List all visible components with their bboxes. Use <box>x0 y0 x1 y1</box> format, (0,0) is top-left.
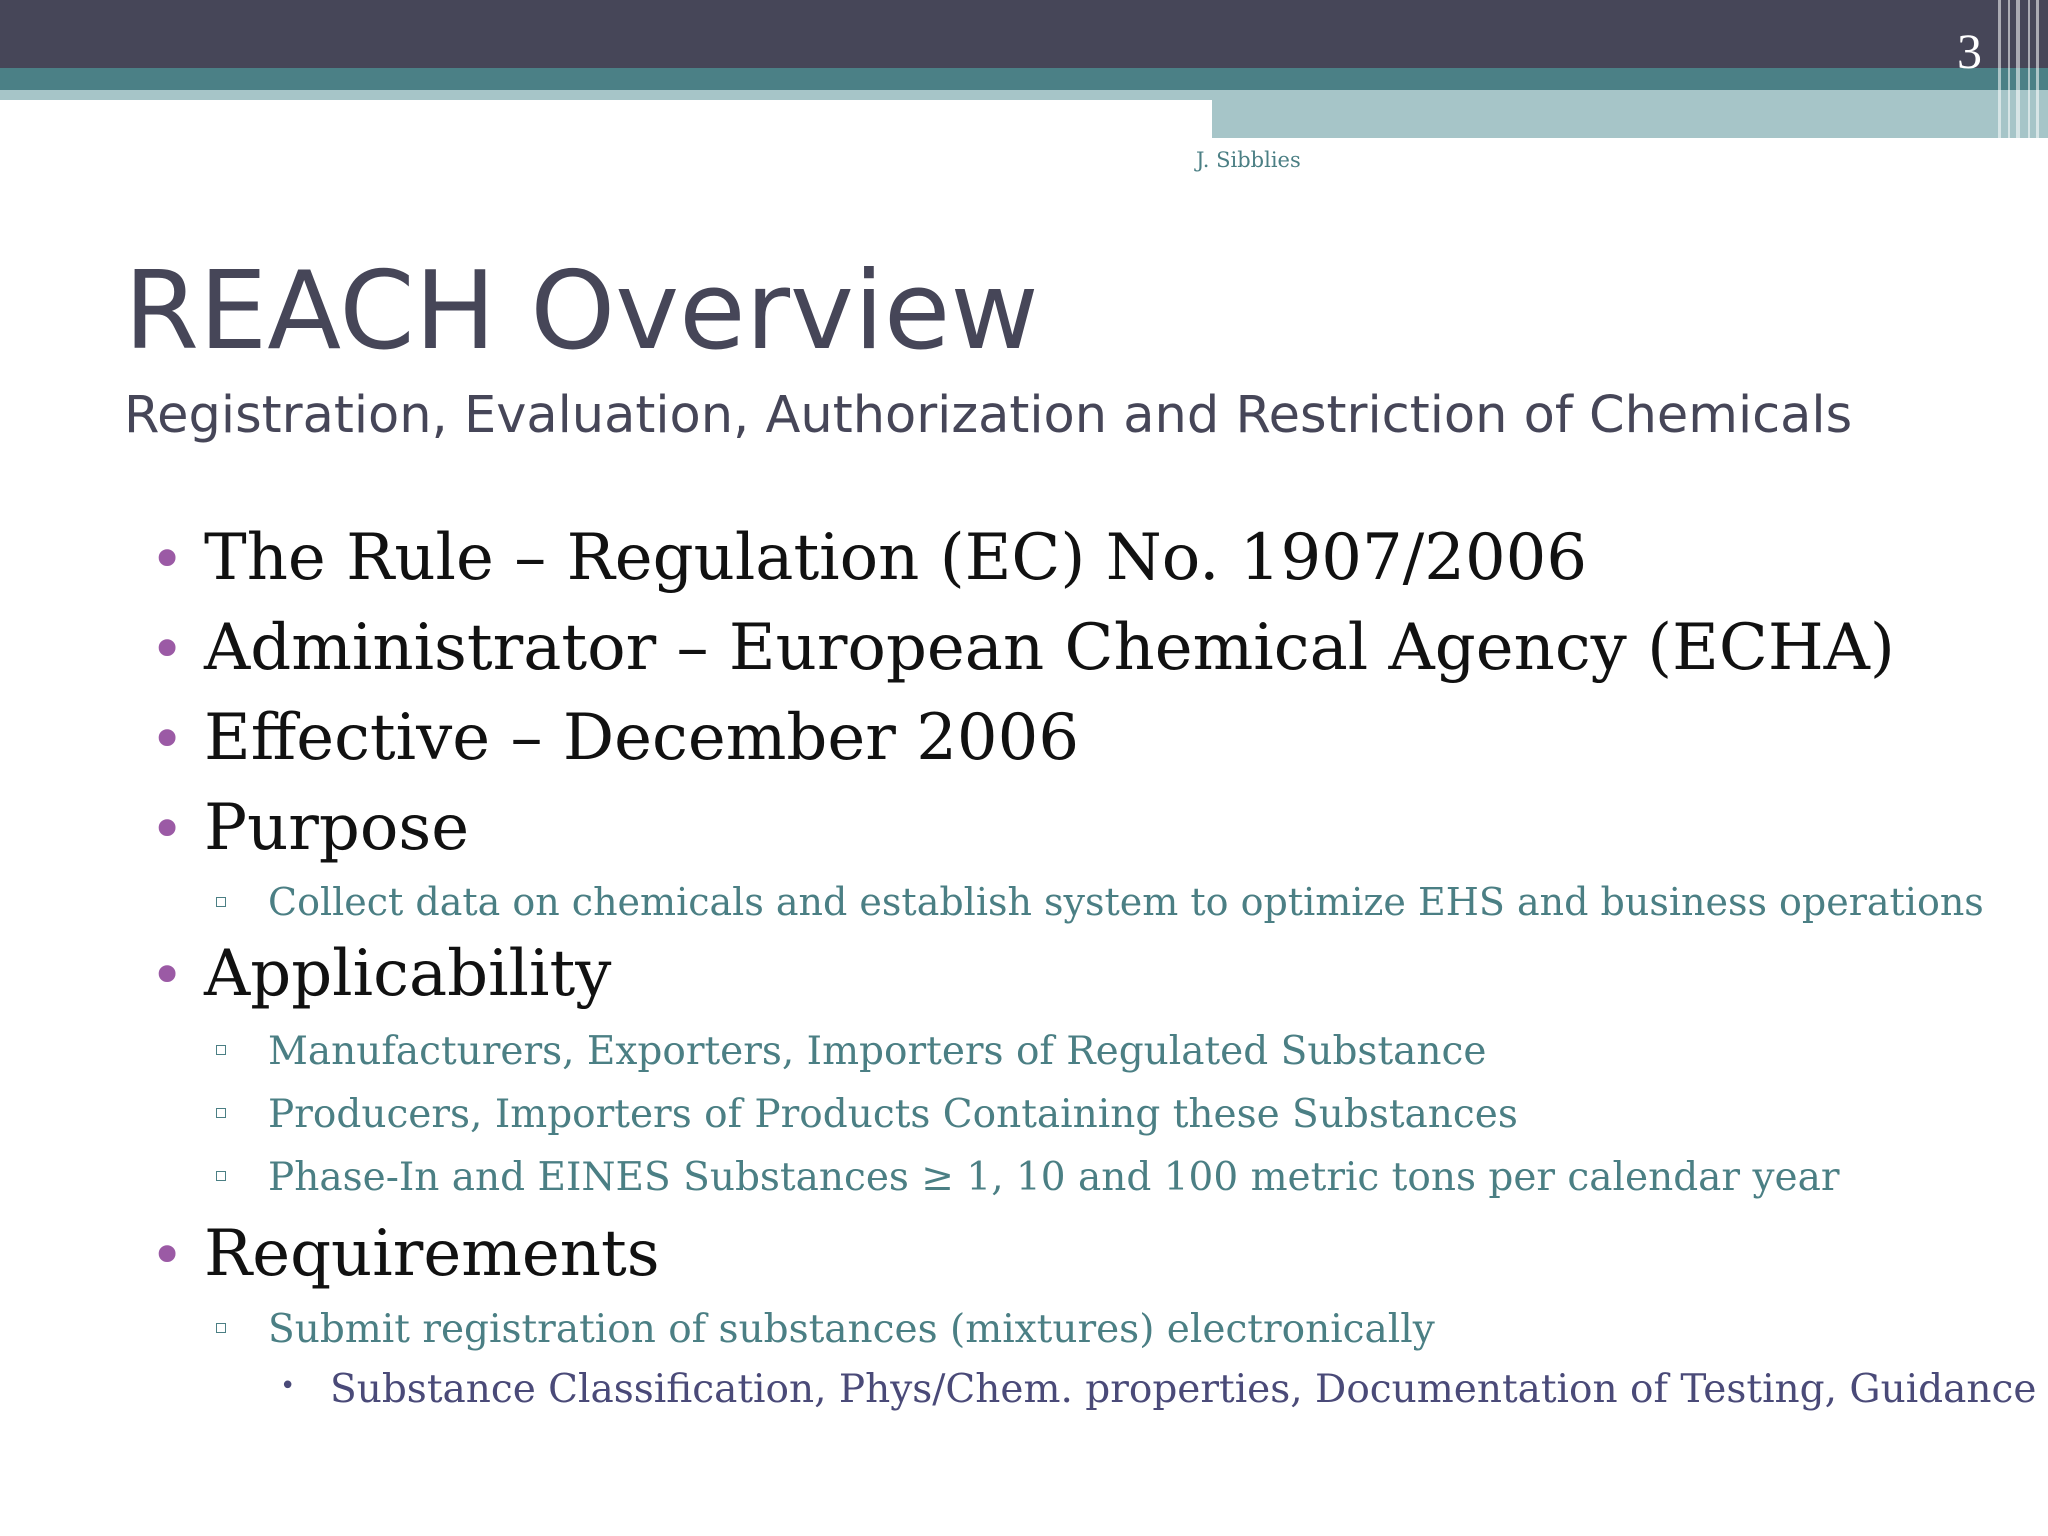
sub-bullet-text: Submit registration of substances (mixtures) electronically <box>268 1307 1435 1352</box>
bullet-text: Purpose <box>204 791 470 865</box>
sub-bullet-text: Producers, Importers of Products Containing these Substances <box>268 1092 1518 1137</box>
sub-bullet-applicability-2 <box>216 1092 1518 1137</box>
square-bullet-icon <box>216 1171 226 1181</box>
sub-bullet-applicability-3 <box>216 1155 1840 1200</box>
sub-bullet-text: Phase-In and EINES Substances ≥ 1, 10 and 100 metric tons per calendar year <box>268 1155 1840 1200</box>
square-bullet-icon <box>216 1045 226 1055</box>
bullet-dot-icon: • <box>150 795 185 863</box>
sub-bullet-text: Manufacturers, Exporters, Importers of Regulated Substance <box>268 1029 1487 1074</box>
slide-title: REACH Overview <box>124 249 1039 374</box>
square-bullet-icon <box>216 1108 226 1118</box>
square-bullet-icon <box>216 897 226 907</box>
sub-bullet-text: Collect data on chemicals and establish system to optimize EHS and business operations <box>268 880 1984 924</box>
bullet-dot-icon: • <box>150 941 185 1009</box>
bullet-dot-icon: • <box>150 525 185 593</box>
bullet-text: Administrator – European Chemical Agency (ECHA) <box>204 611 1895 685</box>
bullet-dot-icon: • <box>150 1221 185 1289</box>
bullet-text: Requirements <box>204 1217 660 1291</box>
header-stripes <box>1988 0 2048 138</box>
bullet-applicability <box>150 937 612 1011</box>
header-band-light-left <box>0 90 1212 100</box>
bullet-rule <box>150 521 1588 595</box>
small-bullet-icon: • <box>280 1371 296 1401</box>
bullet-effective <box>150 701 1080 775</box>
bullet-dot-icon: • <box>150 615 185 683</box>
sub-bullet-requirements <box>216 1307 1435 1352</box>
header-band-light-right <box>1212 90 2048 138</box>
slide-subtitle: Registration, Evaluation, Authorization and Restriction of Chemicals <box>124 386 1853 445</box>
subsub-bullet-text: Substance Classification, Phys/Chem. properties, Documentation of Testing, Guidance <box>330 1367 2037 1412</box>
bullet-text: Applicability <box>204 937 612 1011</box>
author-label: J. Sibblies <box>1196 148 1301 172</box>
bullet-administrator <box>150 611 1895 685</box>
subsub-bullet-requirements <box>280 1367 2037 1412</box>
square-bullet-icon <box>216 1323 226 1333</box>
header-band-teal <box>0 68 2048 90</box>
header-band-dark <box>0 0 2048 68</box>
page-number: 3 <box>1957 23 1982 79</box>
bullet-text: The Rule – Regulation (EC) No. 1907/2006 <box>204 521 1588 595</box>
bullet-requirements <box>150 1217 660 1291</box>
bullet-dot-icon: • <box>150 705 185 773</box>
bullet-purpose <box>150 791 470 865</box>
bullet-text: Effective – December 2006 <box>204 701 1080 775</box>
sub-bullet-purpose <box>216 880 1984 924</box>
sub-bullet-applicability-1 <box>216 1029 1487 1074</box>
